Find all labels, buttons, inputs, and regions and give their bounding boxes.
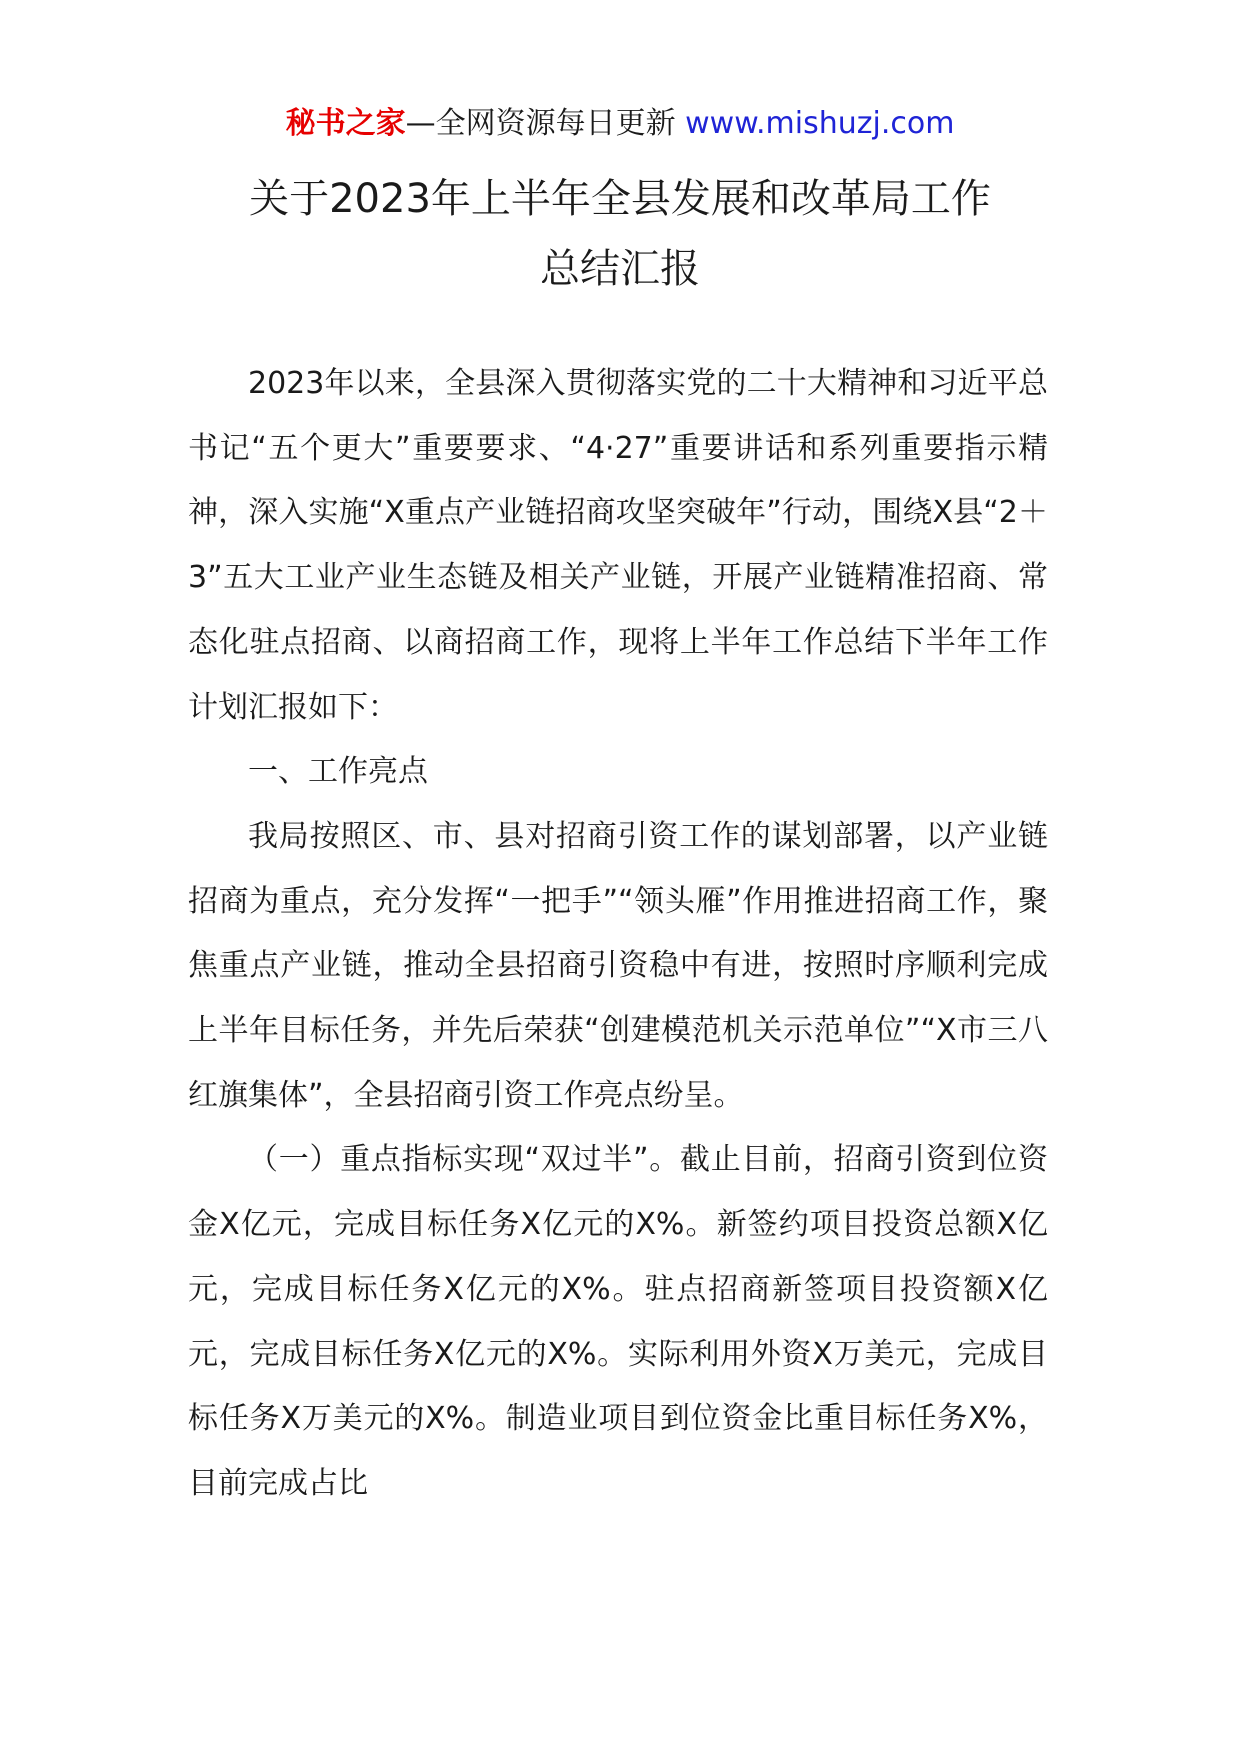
highlights-paragraph: 我局按照区、市、县对招商引资工作的谋划部署，以产业链招商为重点，充分发挥“一把手”“领头雁”作用推进招商工作，聚焦重点产业链，推动全县招商引资稳中有进，按照时序顺利完成上半年目标任务，并先后荣获“创建模范机关示范单位”“X市三八红旗集体”，全县招商引资工作亮点纷呈。 bbox=[188, 818, 1048, 1113]
document-title-line-1: 关于2023年上半年全县发展和改革局工作 bbox=[249, 176, 991, 222]
site-url-link[interactable]: www.mishuzj.com bbox=[685, 106, 955, 141]
indicators-paragraph: （一）重点指标实现“双过半”。截止目前，招商引资到位资金X亿元，完成目标任务X亿元的X%。新签约项目投资总额X亿元，完成目标任务X亿元的X%。驻点招商新签项目投资额X亿元，完成目标任务X亿元的X%。实际利用外资X万美元，完成目标任务X万美元的X%。制造业项目到位资金比重目标任务X%，目前完成占比 bbox=[188, 1142, 1048, 1501]
document-title-line-2: 总结汇报 bbox=[540, 246, 700, 292]
header-tagline: —全网资源每日更新 bbox=[405, 106, 676, 141]
brand-name: 秘书之家 bbox=[285, 106, 406, 141]
intro-paragraph: 2023年以来，全县深入贯彻落实党的二十大精神和习近平总书记“五个更大”重要要求、“4·27”重要讲话和系列重要指示精神，深入实施“X重点产业链招商攻坚突破年”行动，围绕X县“2＋3”五大工业产业生态链及相关产业链，开展产业链精准招商、常态化驻点招商、以商招商工作，现将上半年工作总结下半年工作计划汇报如下： bbox=[188, 366, 1048, 725]
document-title bbox=[150, 164, 1090, 304]
section-heading: 一、工作亮点 bbox=[248, 754, 428, 790]
site-header bbox=[0, 100, 1240, 148]
document-body bbox=[188, 352, 1048, 1517]
